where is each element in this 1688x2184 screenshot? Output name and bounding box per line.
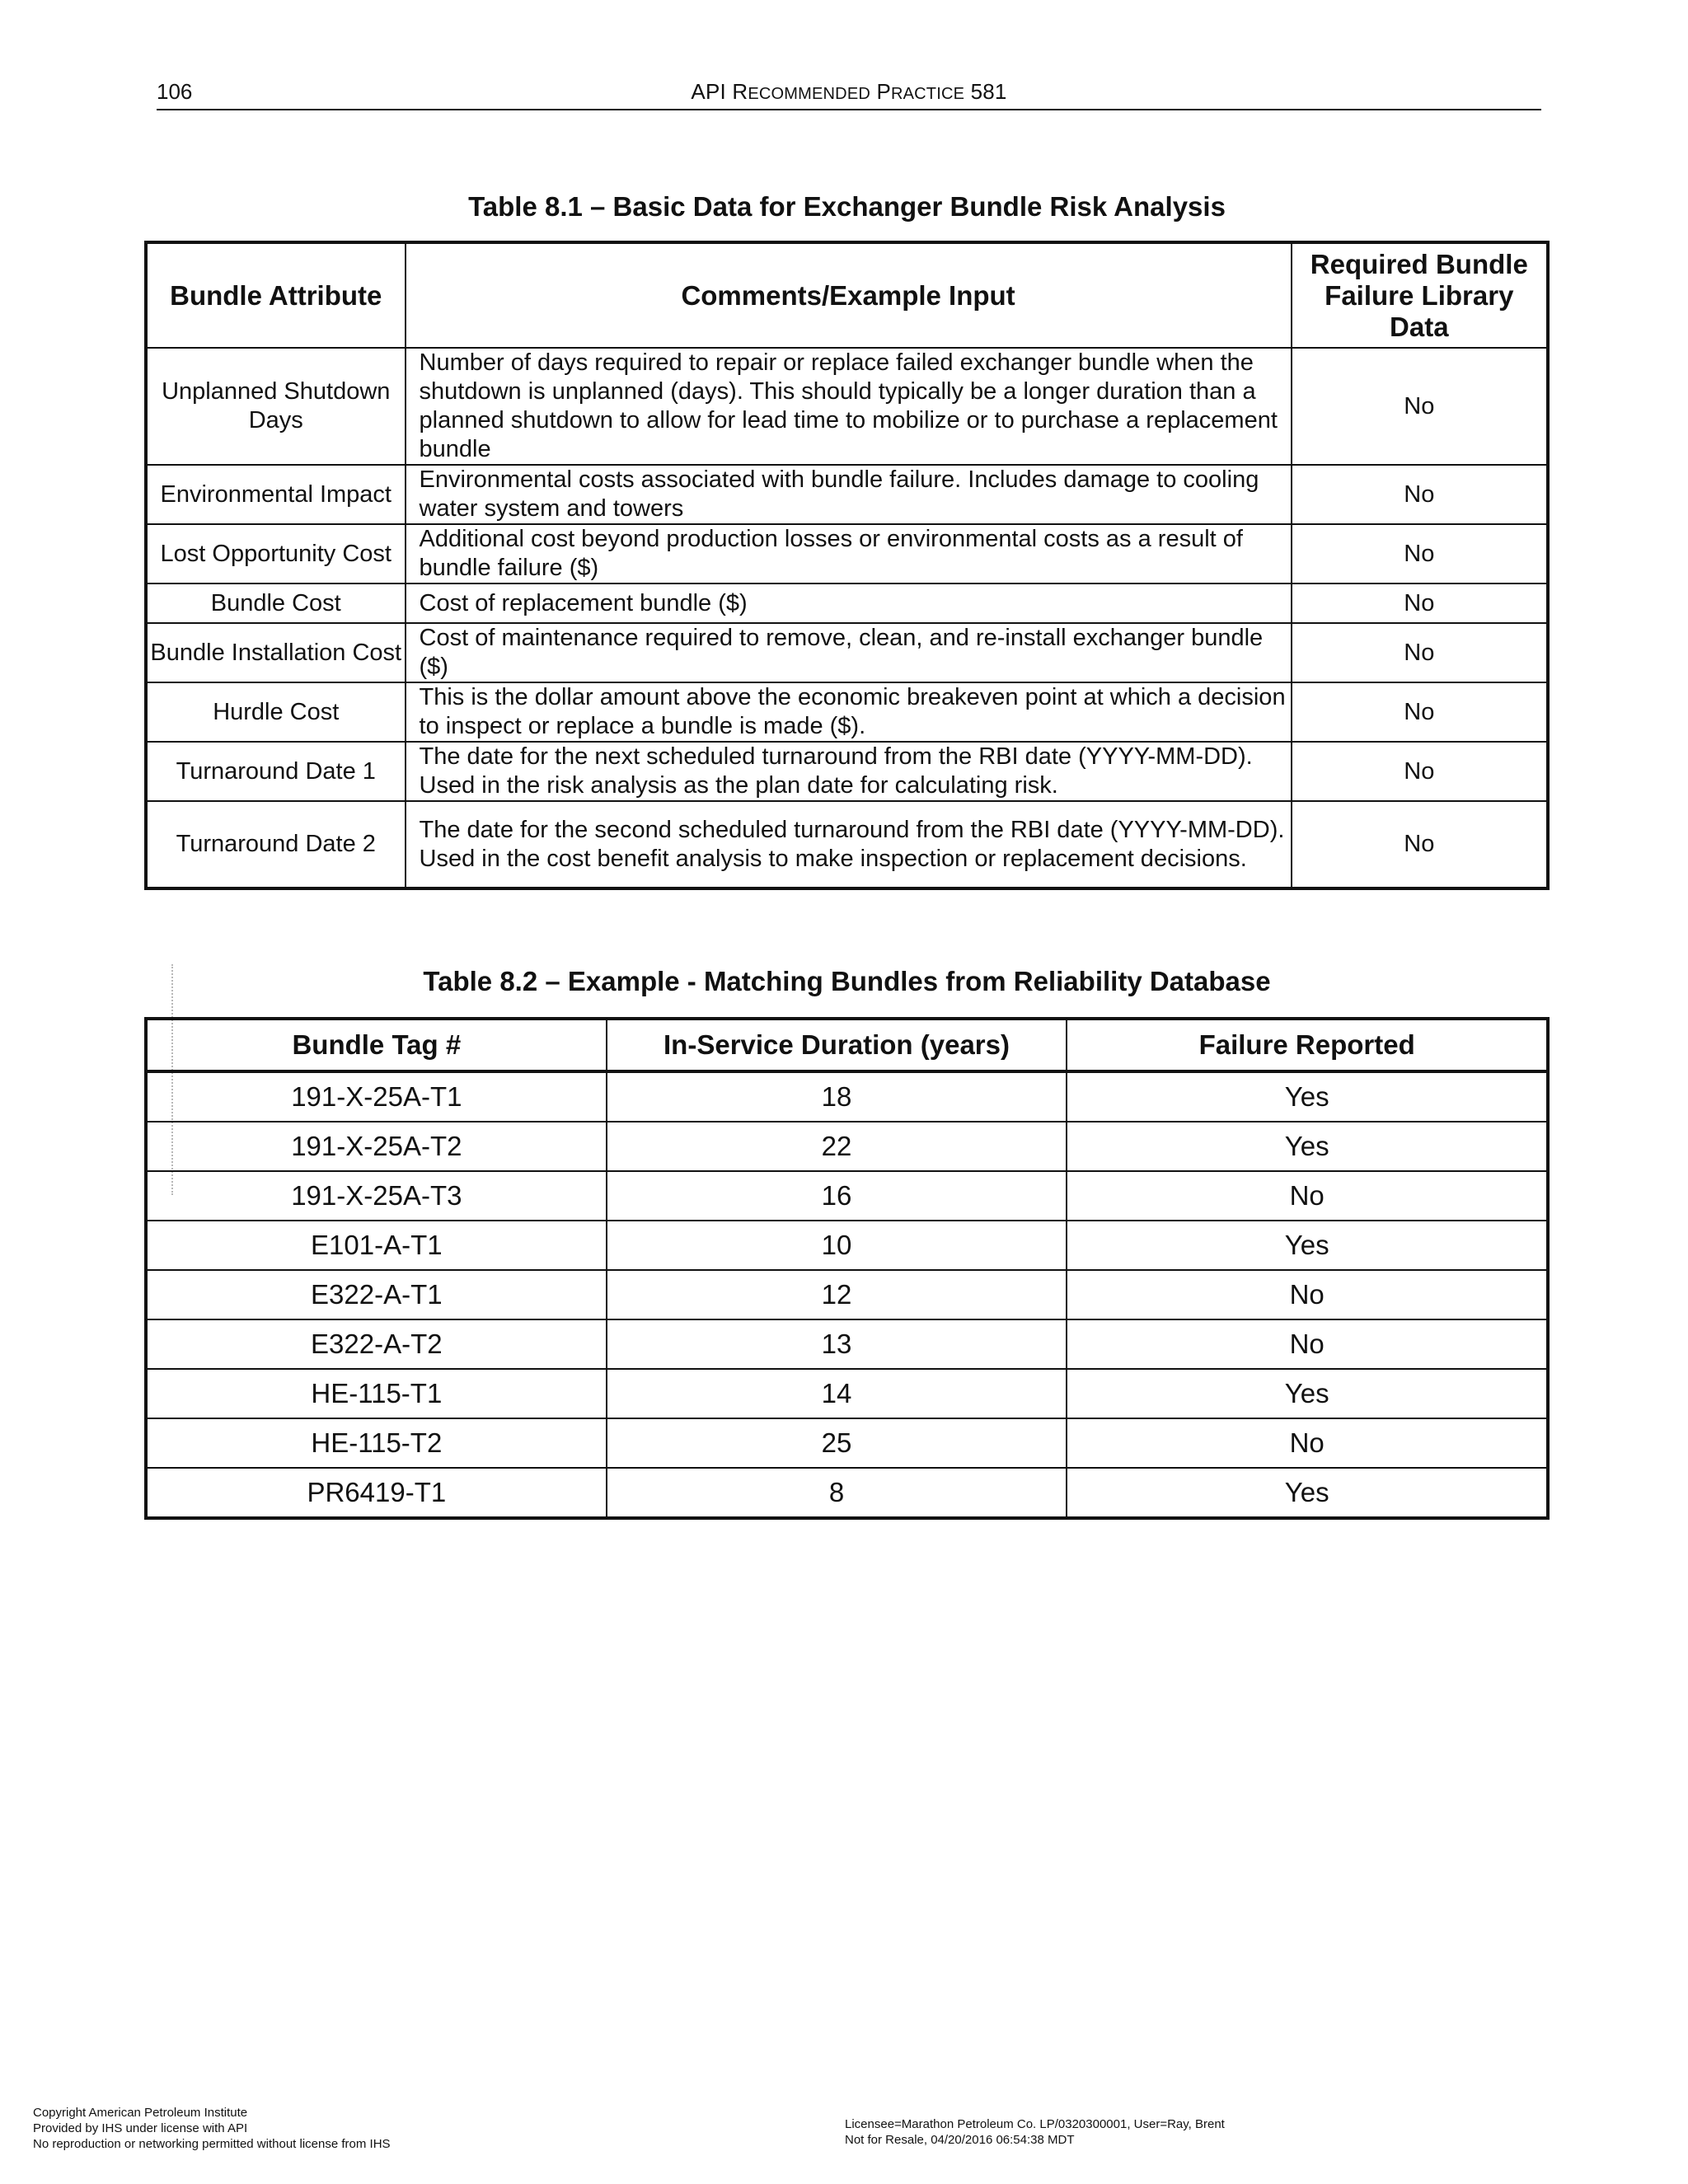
failure-cell: Yes <box>1067 1122 1548 1171</box>
page-header <box>157 79 1541 110</box>
attribute-cell: Lost Opportunity Cost <box>146 524 406 583</box>
table-row <box>146 1071 1548 1122</box>
attribute-cell: Turnaround Date 2 <box>146 801 406 888</box>
table-row <box>146 348 1548 465</box>
required-cell: No <box>1292 524 1548 583</box>
required-cell: No <box>1292 801 1548 888</box>
column-header: Bundle Tag # <box>146 1019 607 1071</box>
footer-line: Copyright American Petroleum Institute <box>33 2106 248 2120</box>
table-row <box>146 583 1548 623</box>
attribute-cell: Bundle Installation Cost <box>146 623 406 682</box>
basic-data-table <box>144 241 1550 890</box>
required-cell: No <box>1292 742 1548 801</box>
table-row <box>146 1122 1548 1171</box>
duration-cell: 18 <box>607 1071 1067 1122</box>
running-head-part: RACTICE <box>890 85 965 103</box>
running-head-part: 581 <box>964 79 1007 104</box>
bundle-tag-cell: 191-X-25A-T3 <box>146 1171 607 1221</box>
footer-line: No reproduction or networking permitted without license from IHS <box>33 2137 391 2151</box>
table-row <box>146 1221 1548 1270</box>
page-number: 106 <box>157 79 193 104</box>
table-row <box>146 1270 1548 1319</box>
table-row <box>146 801 1548 888</box>
column-header: Comments/Example Input <box>406 242 1292 348</box>
comment-cell: The date for the next scheduled turnaround from the RBI date (YYYY-MM-DD). Used in the risk analysis as the plan date for calculating risk. <box>406 742 1292 801</box>
duration-cell: 16 <box>607 1171 1067 1221</box>
comment-cell: Cost of maintenance required to remove, clean, and re-install exchanger bundle ($) <box>406 623 1292 682</box>
table-row <box>146 1369 1548 1418</box>
failure-cell: Yes <box>1067 1468 1548 1518</box>
table-row <box>146 682 1548 742</box>
failure-cell: Yes <box>1067 1071 1548 1122</box>
comment-cell: This is the dollar amount above the economic breakeven point at which a decision to inspect or replace a bundle is made ($). <box>406 682 1292 742</box>
comment-cell: The date for the second scheduled turnaround from the RBI date (YYYY-MM-DD). Used in the cost benefit analysis to make inspection or replacement decisions. <box>406 801 1292 888</box>
footer-line: Licensee=Marathon Petroleum Co. LP/0320300001, User=Ray, Brent <box>845 2117 1225 2131</box>
duration-cell: 22 <box>607 1122 1067 1171</box>
footer-license <box>845 2116 1225 2148</box>
table2-caption: Table 8.2 – Example - Matching Bundles from Reliability Database <box>423 966 1271 996</box>
comment-cell: Environmental costs associated with bundle failure. Includes damage to cooling water system and towers <box>406 465 1292 524</box>
failure-cell: Yes <box>1067 1369 1548 1418</box>
table1-body <box>146 348 1548 888</box>
footer-copyright <box>33 2105 391 2152</box>
required-cell: No <box>1292 348 1548 465</box>
attribute-cell: Bundle Cost <box>146 583 406 623</box>
column-header: Required Bundle Failure Library Data <box>1292 242 1548 348</box>
running-head-part: ECOMMENDED <box>748 85 871 103</box>
attribute-cell: Environmental Impact <box>146 465 406 524</box>
footer-line: Provided by IHS under license with API <box>33 2121 248 2135</box>
table-row <box>146 1468 1548 1518</box>
duration-cell: 25 <box>607 1418 1067 1468</box>
table1-header-row <box>146 242 1548 348</box>
bundle-tag-cell: E322-A-T1 <box>146 1270 607 1319</box>
table1-caption: Table 8.1 – Basic Data for Exchanger Bundle Risk Analysis <box>468 191 1226 222</box>
required-cell: No <box>1292 623 1548 682</box>
table-row <box>146 1319 1548 1369</box>
comment-cell: Cost of replacement bundle ($) <box>406 583 1292 623</box>
table2-header-row <box>146 1019 1548 1071</box>
failure-cell: No <box>1067 1319 1548 1369</box>
bundle-tag-cell: PR6419-T1 <box>146 1468 607 1518</box>
column-header: Failure Reported <box>1067 1019 1548 1071</box>
column-header: In-Service Duration (years) <box>607 1019 1067 1071</box>
duration-cell: 12 <box>607 1270 1067 1319</box>
table-row <box>146 1418 1548 1468</box>
failure-cell: Yes <box>1067 1221 1548 1270</box>
attribute-cell: Turnaround Date 1 <box>146 742 406 801</box>
table-row <box>146 1171 1548 1221</box>
duration-cell: 13 <box>607 1319 1067 1369</box>
failure-cell: No <box>1067 1171 1548 1221</box>
comment-cell: Additional cost beyond production losses or environmental costs as a result of bundle failure ($) <box>406 524 1292 583</box>
required-cell: No <box>1292 583 1548 623</box>
table-row <box>146 742 1548 801</box>
bundle-tag-cell: HE-115-T2 <box>146 1418 607 1468</box>
duration-cell: 10 <box>607 1221 1067 1270</box>
duration-cell: 14 <box>607 1369 1067 1418</box>
running-head-part: P <box>870 79 891 104</box>
running-head <box>157 79 1541 105</box>
required-cell: No <box>1292 682 1548 742</box>
table-row <box>146 465 1548 524</box>
bundle-tag-cell: 191-X-25A-T1 <box>146 1071 607 1122</box>
bundle-tag-cell: HE-115-T1 <box>146 1369 607 1418</box>
bundle-tag-cell: E322-A-T2 <box>146 1319 607 1369</box>
attribute-cell: Hurdle Cost <box>146 682 406 742</box>
matching-bundles-table <box>144 1017 1550 1520</box>
table2-body <box>146 1071 1548 1518</box>
duration-cell: 8 <box>607 1468 1067 1518</box>
failure-cell: No <box>1067 1418 1548 1468</box>
table-row <box>146 623 1548 682</box>
bundle-tag-cell: E101-A-T1 <box>146 1221 607 1270</box>
comment-cell: Number of days required to repair or replace failed exchanger bundle when the shutdown is unplanned (days). This should typically be a longer duration than a planned shutdown to allow for lead time to mobilize or to purchase a replacement bundle <box>406 348 1292 465</box>
table-row <box>146 524 1548 583</box>
attribute-cell: Unplanned Shutdown Days <box>146 348 406 465</box>
column-header: Bundle Attribute <box>146 242 406 348</box>
required-cell: No <box>1292 465 1548 524</box>
footer-line: Not for Resale, 04/20/2016 06:54:38 MDT <box>845 2133 1075 2147</box>
bundle-tag-cell: 191-X-25A-T2 <box>146 1122 607 1171</box>
failure-cell: No <box>1067 1270 1548 1319</box>
running-head-part: API R <box>691 79 748 104</box>
